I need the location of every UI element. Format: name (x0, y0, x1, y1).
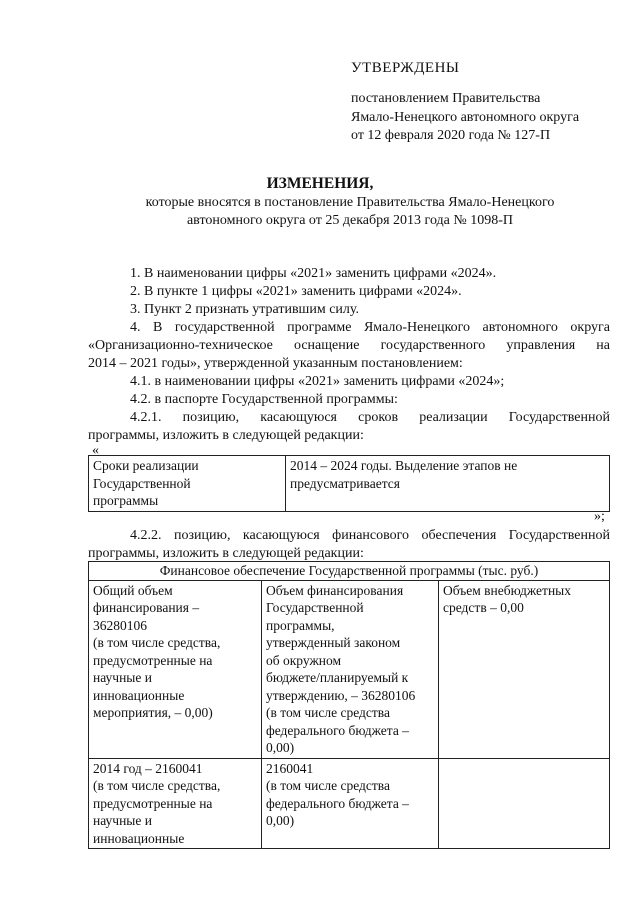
cell-line: Сроки реализации (93, 458, 199, 473)
paragraph-4-2-2-line-2: программы, изложить в следующей редакции: (88, 546, 364, 561)
cell-line: бюджете/планируемый к (266, 670, 409, 685)
document-title: ИЗМЕНЕНИЯ, (266, 175, 374, 192)
financing-total-cell (89, 580, 262, 758)
financing-header-cell: Финансовое обеспечение Государственной программы (тыс. руб.) (89, 562, 610, 581)
cell-line: предусмотренные на (93, 652, 213, 668)
paragraph-4-2: 4.2. в паспорте Государственной программы: (130, 392, 398, 407)
table-row (89, 456, 610, 512)
cell-line: научные и (93, 813, 152, 828)
financing-2014-extrabudget-cell (439, 758, 610, 849)
paragraph-4-2-1-line-2: программы, изложить в следующей редакции: (88, 428, 364, 443)
document-subtitle-line-2: автономного округа от 25 декабря 2013 года № 1098-П (186, 213, 514, 228)
cell-line: средств – 0,00 (443, 600, 524, 615)
paragraph-3: 3. Пункт 2 признать утратившим силу. (130, 302, 359, 317)
financing-extrabudget-cell (439, 580, 610, 758)
cell-line: Государственной (93, 475, 191, 491)
cell-line: Государственной (266, 600, 364, 615)
cell-line: 0,00) (266, 813, 295, 828)
cell-line: (в том числе средства (266, 705, 390, 720)
cell-line: 2014 год – 2160041 (93, 760, 203, 776)
duration-value-cell (286, 456, 610, 512)
open-quote: « (92, 443, 99, 458)
approved-line-1: постановлением Правительства (351, 91, 541, 106)
approved-title: УТВЕРЖДЕНЫ (351, 60, 460, 76)
cell-line: мероприятия, – 0,00) (93, 705, 213, 720)
cell-line: федерального бюджета – (266, 795, 409, 811)
cell-line: (в том числе средства, (93, 635, 221, 650)
table-row (89, 580, 610, 758)
cell-line: финансирования – (93, 600, 200, 615)
document-subtitle-line-1: которые вносятся в постановление Правительства Ямало-Ненецкого (145, 195, 555, 210)
cell-line: утверждению, – 36280106 (266, 687, 416, 703)
cell-line: программы (93, 493, 159, 508)
paragraph-4-line-2: «Организационно-техническое оснащение государственного управления на (88, 338, 610, 353)
cell-line: 2160041 (266, 760, 314, 776)
paragraph-4-2-1-line-1: 4.2.1. позицию, касающуюся сроков реализации Государственной (130, 410, 610, 425)
financing-2014-total-cell (89, 758, 262, 849)
paragraph-4-2-2-line-1: 4.2.2. позицию, касающуюся финансового обеспечения Государственной (130, 528, 610, 543)
cell-line: (в том числе средства (266, 778, 390, 793)
cell-line: предусматривается (290, 475, 400, 491)
cell-line: федерального бюджета – (266, 722, 409, 738)
cell-line: об окружном (266, 652, 342, 668)
cell-line: (в том числе средства, (93, 778, 221, 793)
cell-line: предусмотренные на (93, 795, 213, 811)
cell-line: Объем финансирования (266, 582, 404, 598)
cell-line: Общий объем (93, 582, 173, 598)
paragraph-4-1: 4.1. в наименовании цифры «2021» заменить цифрами «2024»; (130, 374, 505, 389)
financing-table (88, 561, 610, 849)
cell-line: 0,00) (266, 740, 295, 755)
table-row (89, 758, 610, 849)
financing-program-cell (262, 580, 439, 758)
cell-line: инновационные (93, 830, 185, 846)
cell-line: 36280106 (93, 617, 147, 633)
cell-line: научные и (93, 670, 152, 685)
cell-line: программы, (266, 617, 335, 633)
paragraph-4-line-3: 2014 – 2021 годы», утвержденной указанным постановлением: (88, 356, 463, 371)
cell-line: инновационные (93, 687, 185, 703)
cell-line: Объем внебюджетных (443, 582, 571, 598)
close-quote: »; (594, 509, 605, 524)
approved-line-2: Ямало-Ненецкого автономного округа (351, 110, 580, 125)
approved-line-3: от 12 февраля 2020 года № 127-П (351, 128, 551, 143)
cell-line: утвержденный законом (266, 635, 401, 650)
duration-table (88, 455, 610, 512)
paragraph-2: 2. В пункте 1 цифры «2021» заменить цифрами «2024». (130, 284, 462, 299)
cell-line: 2014 – 2024 годы. Выделение этапов не (290, 458, 518, 473)
paragraph-1: 1. В наименовании цифры «2021» заменить цифрами «2024». (130, 266, 497, 281)
paragraph-4-line-1: 4. В государственной программе Ямало-Ненецкого автономного округа (130, 320, 610, 335)
duration-label-cell (89, 456, 286, 512)
table-row (89, 562, 610, 581)
financing-2014-program-cell (262, 758, 439, 849)
